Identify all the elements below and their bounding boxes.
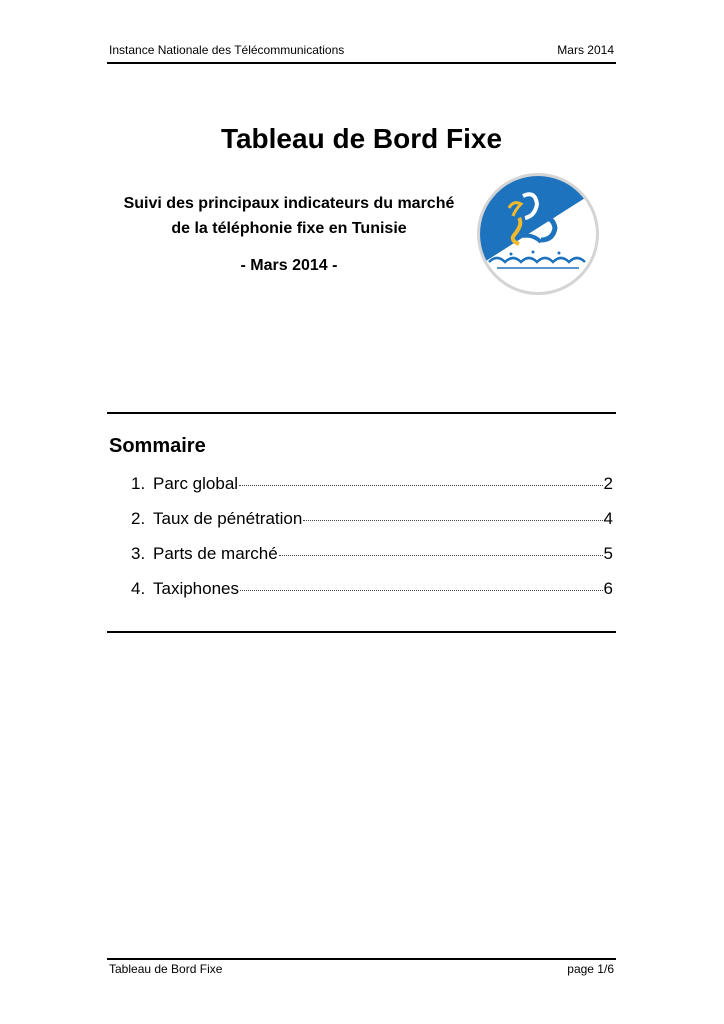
toc-item-page: 4 [603,509,613,528]
footer-page-number: page 1/6 [567,962,614,976]
table-of-contents [131,474,613,614]
toc-item-number: 2. [131,509,146,528]
inț-logo-icon [475,170,601,298]
toc-item-page: 2 [603,474,613,493]
toc-leader-dots [239,485,602,486]
toc-item[interactable] [131,544,613,579]
section-rule-top [107,412,616,414]
footer-rule [107,958,616,960]
toc-item[interactable] [131,509,613,544]
page-title: Tableau de Bord Fixe [220,123,503,154]
toc-leader-dots [279,555,603,556]
toc-leader-dots [303,520,602,521]
toc-item-label: Taxiphones [153,579,240,598]
header-date: Mars 2014 [557,43,614,57]
toc-item-label: Parc global [153,474,239,493]
toc-item-page: 5 [603,544,613,563]
header-rule [107,62,616,64]
footer-doc-title: Tableau de Bord Fixe [109,962,223,976]
toc-item-number: 4. [131,579,146,598]
subtitle [107,191,471,241]
toc-item[interactable] [131,474,613,509]
subtitle-date: - Mars 2014 - [240,257,338,274]
toc-item-page: 6 [603,579,613,598]
subtitle-line1: Suivi des principaux indicateurs du marché [123,195,455,212]
subtitle-line2: de la téléphonie fixe en Tunisie [171,220,407,237]
toc-item[interactable] [131,579,613,614]
toc-item-label: Taux de pénétration [153,509,303,528]
toc-title: Sommaire [109,435,206,457]
toc-leader-dots [240,590,603,591]
header-organization: Instance Nationale des Télécommunications [109,43,345,57]
toc-item-label: Parts de marché [153,544,278,563]
toc-item-number: 3. [131,544,146,563]
toc-item-number: 1. [131,474,146,493]
section-rule-bottom [107,631,616,633]
